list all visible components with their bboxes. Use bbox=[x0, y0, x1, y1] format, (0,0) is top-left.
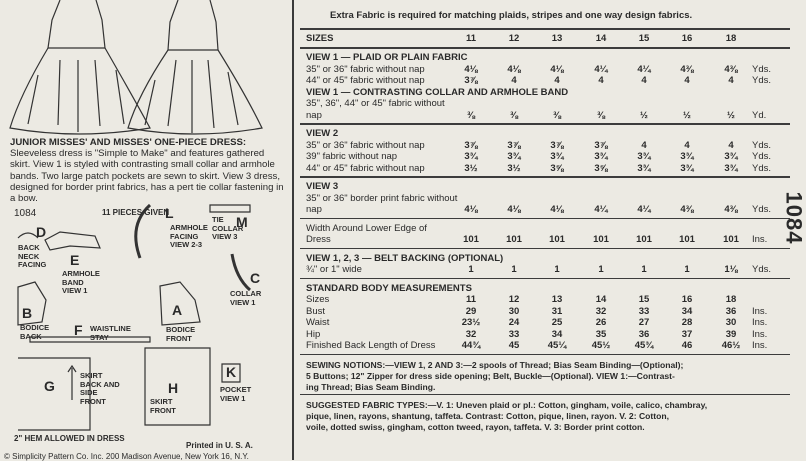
fabric-types: SUGGESTED FABRIC TYPES:—V. 1: Uneven plaid or pl.: Cotton, gingham, voile, calico, chambray, bbox=[306, 399, 708, 410]
row-value: 3¾ bbox=[680, 162, 694, 174]
row-value: 1 bbox=[598, 264, 604, 275]
row-value: 44¾ bbox=[461, 340, 481, 351]
piece-letter-k: K bbox=[226, 364, 237, 380]
row-value: 3⅞ bbox=[464, 139, 478, 151]
row-value: 4 bbox=[598, 75, 604, 86]
row-value: ⅜ bbox=[597, 109, 605, 121]
row-value: 26 bbox=[595, 317, 607, 328]
row-value: 3⅞ bbox=[507, 139, 521, 151]
row-value: 28 bbox=[681, 317, 693, 328]
row-unit: Ins. bbox=[752, 328, 768, 340]
piece-label-k: POCKET VIEW 1 bbox=[220, 385, 252, 403]
row-value: 4⅛ bbox=[464, 63, 478, 75]
row-unit: Yds. bbox=[752, 204, 772, 215]
pieces-given: 11 PIECES GIVEN bbox=[102, 208, 170, 217]
row-value: 3¾ bbox=[637, 151, 651, 162]
extra-fabric-note: Extra Fabric is required for matching plaids, stripes and one way design fabrics. bbox=[330, 10, 693, 21]
row-value: 35 bbox=[595, 328, 607, 340]
row-value: 1⅛ bbox=[724, 264, 738, 275]
divider bbox=[300, 123, 790, 125]
size-col: 12 bbox=[508, 33, 520, 44]
piece-letter-b: B bbox=[22, 305, 33, 321]
row-value: ½ bbox=[640, 109, 648, 121]
row-value: 4 bbox=[641, 139, 647, 151]
row-value: 12 bbox=[508, 294, 520, 305]
size-col: 11 bbox=[465, 33, 477, 44]
row-label: 44" or 45" fabric without nap bbox=[306, 75, 425, 86]
row-value: 3¾ bbox=[680, 151, 694, 162]
row-label: 35", 36", 44" or 45" fabric without bbox=[306, 98, 445, 109]
row-value: 3⅞ bbox=[550, 139, 564, 151]
back-neck-facing-shape bbox=[18, 233, 38, 238]
row-value: 4⅜ bbox=[680, 63, 694, 75]
row-label: 44" or 45" fabric without nap bbox=[306, 162, 425, 174]
row-unit: Ins. bbox=[752, 340, 768, 351]
divider bbox=[300, 47, 790, 49]
sizes-label: SIZES bbox=[306, 33, 334, 44]
row-value: 32 bbox=[465, 328, 477, 340]
section-title: VIEW 1 — PLAID OR PLAIN FABRIC bbox=[306, 52, 468, 63]
row-value: 30 bbox=[725, 317, 737, 328]
row-label: Sizes bbox=[306, 294, 330, 305]
row-label: 35" or 36" border print fabric without bbox=[306, 192, 458, 204]
size-col: 18 bbox=[725, 33, 737, 44]
row-unit: Ins. bbox=[752, 234, 768, 245]
row-value: 1 bbox=[468, 264, 474, 275]
row-value: 4⅛ bbox=[507, 204, 521, 215]
row-value: 4⅜ bbox=[724, 204, 738, 215]
row-value: ⅜ bbox=[510, 109, 518, 121]
grain-arrow-icon bbox=[68, 366, 76, 400]
pattern-number-vertical: 1084 bbox=[781, 191, 806, 245]
row-value: 1 bbox=[684, 264, 690, 275]
row-value: 46 bbox=[681, 340, 693, 351]
row-label: Waist bbox=[306, 317, 330, 328]
piece-letter-a: A bbox=[172, 302, 183, 318]
row-unit: Yds. bbox=[752, 264, 772, 275]
size-col: 15 bbox=[638, 33, 650, 44]
row-value: 4 bbox=[728, 139, 734, 151]
row-value: 37 bbox=[681, 328, 693, 340]
row-value: 101 bbox=[593, 234, 609, 245]
row-value: 4⅛ bbox=[464, 204, 478, 215]
row-value: 33 bbox=[508, 328, 520, 340]
row-value: 3¾ bbox=[507, 151, 521, 162]
piece-letter-m: M bbox=[236, 214, 248, 230]
dress-sketch-view1 bbox=[10, 0, 150, 134]
dress-sketch-view2 bbox=[128, 0, 262, 134]
row-unit: Yds. bbox=[752, 151, 772, 162]
row-value: 4¼ bbox=[637, 204, 651, 215]
tie-collar-shape bbox=[210, 205, 250, 212]
row-value: 4⅜ bbox=[724, 63, 738, 75]
row-value: 16 bbox=[681, 294, 693, 305]
piece-label-c: COLLAR VIEW 1 bbox=[230, 289, 262, 307]
divider bbox=[300, 218, 790, 220]
section-title: VIEW 1 — CONTRASTING COLLAR AND ARMHOLE BAND bbox=[306, 86, 569, 98]
row-label: Dress bbox=[306, 234, 331, 245]
size-col: 14 bbox=[595, 33, 607, 44]
row-value: ⅜ bbox=[467, 109, 475, 121]
row-value: 46½ bbox=[721, 340, 741, 351]
piece-label-d: BACK NECK FACING bbox=[18, 243, 47, 269]
row-value: ½ bbox=[683, 109, 691, 121]
row-unit: Ins. bbox=[752, 317, 768, 328]
row-value: 36 bbox=[725, 305, 737, 317]
divider bbox=[300, 278, 790, 280]
hem-note: 2" HEM ALLOWED IN DRESS bbox=[14, 434, 125, 443]
row-label: nap bbox=[306, 204, 322, 215]
row-unit: Yds. bbox=[752, 63, 772, 75]
row-value: 3¾ bbox=[637, 162, 651, 174]
row-value: 4 bbox=[554, 75, 560, 86]
row-value: 34 bbox=[681, 305, 693, 317]
row-label: 35" or 36" fabric without nap bbox=[306, 63, 425, 75]
left-panel bbox=[0, 0, 290, 460]
row-label: nap bbox=[306, 109, 322, 121]
printed-in: Printed in U. S. A. bbox=[186, 441, 253, 450]
row-value: 3⅞ bbox=[464, 75, 478, 86]
copyright-footer: © Simplicity Pattern Co. Inc. 200 Madison Avenue, New York 16, N.Y. bbox=[4, 452, 249, 461]
row-value: ½ bbox=[727, 109, 735, 121]
row-value: 15 bbox=[638, 294, 650, 305]
row-value: 101 bbox=[549, 234, 565, 245]
row-value: 30 bbox=[508, 305, 520, 317]
row-value: 1 bbox=[511, 264, 517, 275]
row-unit: Yd. bbox=[752, 109, 767, 121]
row-value: 29 bbox=[465, 305, 477, 317]
row-unit: Yds. bbox=[752, 162, 772, 174]
pattern-number: 1084 bbox=[14, 208, 37, 219]
row-value: 25 bbox=[551, 317, 563, 328]
row-value: 3½ bbox=[464, 162, 478, 174]
row-value: 4 bbox=[641, 75, 647, 86]
row-value: ⅜ bbox=[553, 109, 561, 121]
sewing-notions: SEWING NOTIONS:—VIEW 1, 2 AND 3:—2 spools of Thread; Bias Seam Binding—(Optional); bbox=[306, 359, 684, 370]
divider bbox=[300, 394, 790, 396]
row-value: 4⅛ bbox=[550, 63, 564, 75]
row-value: 13 bbox=[551, 294, 563, 305]
row-value: 36 bbox=[638, 328, 650, 340]
row-value: 23½ bbox=[461, 317, 481, 328]
row-value: 4¼ bbox=[594, 63, 608, 75]
row-value: 101 bbox=[636, 234, 652, 245]
row-value: 3¾ bbox=[724, 151, 738, 162]
row-value: 4⅛ bbox=[507, 63, 521, 75]
piece-label-f: WAISTLINE STAY bbox=[90, 324, 131, 342]
divider bbox=[300, 354, 790, 356]
piece-label-l: ARMHOLE FACING VIEW 2-3 bbox=[170, 223, 208, 249]
piece-letter-g: G bbox=[44, 378, 55, 394]
fabric-types: pique, linen, rayons, shantung, taffeta. Contrast: Cotton, pique, linen, rayon. V. 2: Cotton, bbox=[306, 410, 670, 421]
row-label: 39" fabric without nap bbox=[306, 151, 398, 162]
size-col: 16 bbox=[681, 33, 693, 44]
piece-label-a: BODICE FRONT bbox=[166, 325, 196, 343]
row-value: 39 bbox=[725, 328, 737, 340]
row-value: 45½ bbox=[591, 340, 611, 351]
row-value: 4⅛ bbox=[550, 204, 564, 215]
piece-letter-e: E bbox=[70, 252, 80, 268]
row-value: 3⅞ bbox=[594, 139, 608, 151]
row-value: 4¼ bbox=[594, 204, 608, 215]
description-title: JUNIOR MISSES' AND MISSES' ONE-PIECE DRESS: bbox=[10, 137, 247, 148]
row-value: 4 bbox=[728, 75, 734, 86]
fabric-types: voile, dotted swiss, gingham, cotton tweed, rayon, taffeta. V. 3: Border print cotton. bbox=[306, 421, 645, 432]
sewing-notions: ing Thread; Bias Seam Binding. bbox=[306, 381, 436, 392]
row-value: 18 bbox=[725, 294, 737, 305]
piece-letter-d: D bbox=[36, 224, 47, 240]
piece-letter-f: F bbox=[74, 322, 83, 338]
row-value: 4 bbox=[511, 75, 517, 86]
row-value: 3¾ bbox=[464, 151, 478, 162]
piece-label-m: TIE COLLAR VIEW 3 bbox=[212, 215, 244, 241]
piece-label-e: ARMHOLE BAND VIEW 1 bbox=[62, 269, 100, 295]
row-value: 4 bbox=[684, 75, 690, 86]
row-value: 101 bbox=[679, 234, 695, 245]
pattern-description bbox=[10, 137, 285, 204]
row-value: 24 bbox=[508, 317, 520, 328]
row-unit: Yds. bbox=[752, 75, 772, 86]
divider bbox=[300, 176, 790, 178]
collar-shape bbox=[232, 254, 250, 290]
row-value: 11 bbox=[465, 294, 477, 305]
panel-divider bbox=[292, 0, 294, 460]
row-value: 27 bbox=[638, 317, 650, 328]
row-value: 3¾ bbox=[724, 162, 738, 174]
row-value: 3¾ bbox=[550, 151, 564, 162]
row-value: 101 bbox=[723, 234, 739, 245]
row-value: 32 bbox=[595, 305, 607, 317]
row-value: 4⅜ bbox=[680, 204, 694, 215]
piece-letter-h: H bbox=[168, 380, 179, 396]
row-value: 33 bbox=[638, 305, 650, 317]
row-value: 31 bbox=[551, 305, 563, 317]
row-value: 4 bbox=[684, 139, 690, 151]
row-value: 4¼ bbox=[637, 63, 651, 75]
row-label: Width Around Lower Edge of bbox=[306, 222, 427, 234]
section-title: VIEW 3 bbox=[306, 181, 339, 192]
sewing-notions: 5 Buttons; 12" Zipper for dress side opening; Belt, Buckle—(Optional). VIEW 1:—Contrast- bbox=[306, 370, 675, 381]
row-value: 1 bbox=[641, 264, 647, 275]
row-value: 3⅝ bbox=[594, 162, 608, 174]
section-title: VIEW 2 bbox=[306, 128, 339, 139]
piece-label-g: SKIRT BACK AND SIDE FRONT bbox=[80, 371, 120, 406]
piece-letter-c: C bbox=[250, 270, 261, 286]
piece-letter-l: L bbox=[165, 205, 174, 221]
row-label: Finished Back Length of Dress bbox=[306, 340, 436, 351]
size-col: 13 bbox=[551, 33, 563, 44]
divider bbox=[300, 248, 790, 250]
row-value: 3½ bbox=[507, 162, 521, 174]
row-label: 35" or 36" fabric without nap bbox=[306, 139, 425, 151]
description-body: Sleeveless dress is "Simple to Make" and features gathered skirt. View 1 is styled with contrasting small collar and armhole bands. Two large patch pockets are sewn to skirt. View 3 dress, designed for border print fabrics, has a pert tie collar fastening in a bow. bbox=[10, 148, 284, 205]
row-value: 45¼ bbox=[547, 340, 567, 351]
divider-top bbox=[300, 28, 790, 30]
row-value: 3¾ bbox=[594, 151, 608, 162]
row-value: 34 bbox=[551, 328, 563, 340]
row-value: 1 bbox=[554, 264, 560, 275]
row-label: Bust bbox=[306, 305, 326, 317]
row-value: 14 bbox=[595, 294, 607, 305]
row-value: 101 bbox=[463, 234, 479, 245]
row-value: 101 bbox=[506, 234, 522, 245]
row-label: Hip bbox=[306, 328, 321, 340]
row-value: 45 bbox=[508, 340, 520, 351]
piece-label-h: SKIRT FRONT bbox=[150, 397, 176, 415]
row-unit: Yds. bbox=[752, 139, 772, 151]
row-unit: Ins. bbox=[752, 305, 768, 317]
row-value: 45¾ bbox=[634, 340, 654, 351]
row-value: 3⅝ bbox=[550, 162, 564, 174]
section-title: VIEW 1, 2, 3 — BELT BACKING (OPTIONAL) bbox=[306, 252, 504, 264]
row-label: ¾" or 1" wide bbox=[306, 264, 362, 275]
section-title: STANDARD BODY MEASUREMENTS bbox=[306, 282, 472, 294]
piece-label-b: BODICE BACK bbox=[20, 323, 50, 341]
